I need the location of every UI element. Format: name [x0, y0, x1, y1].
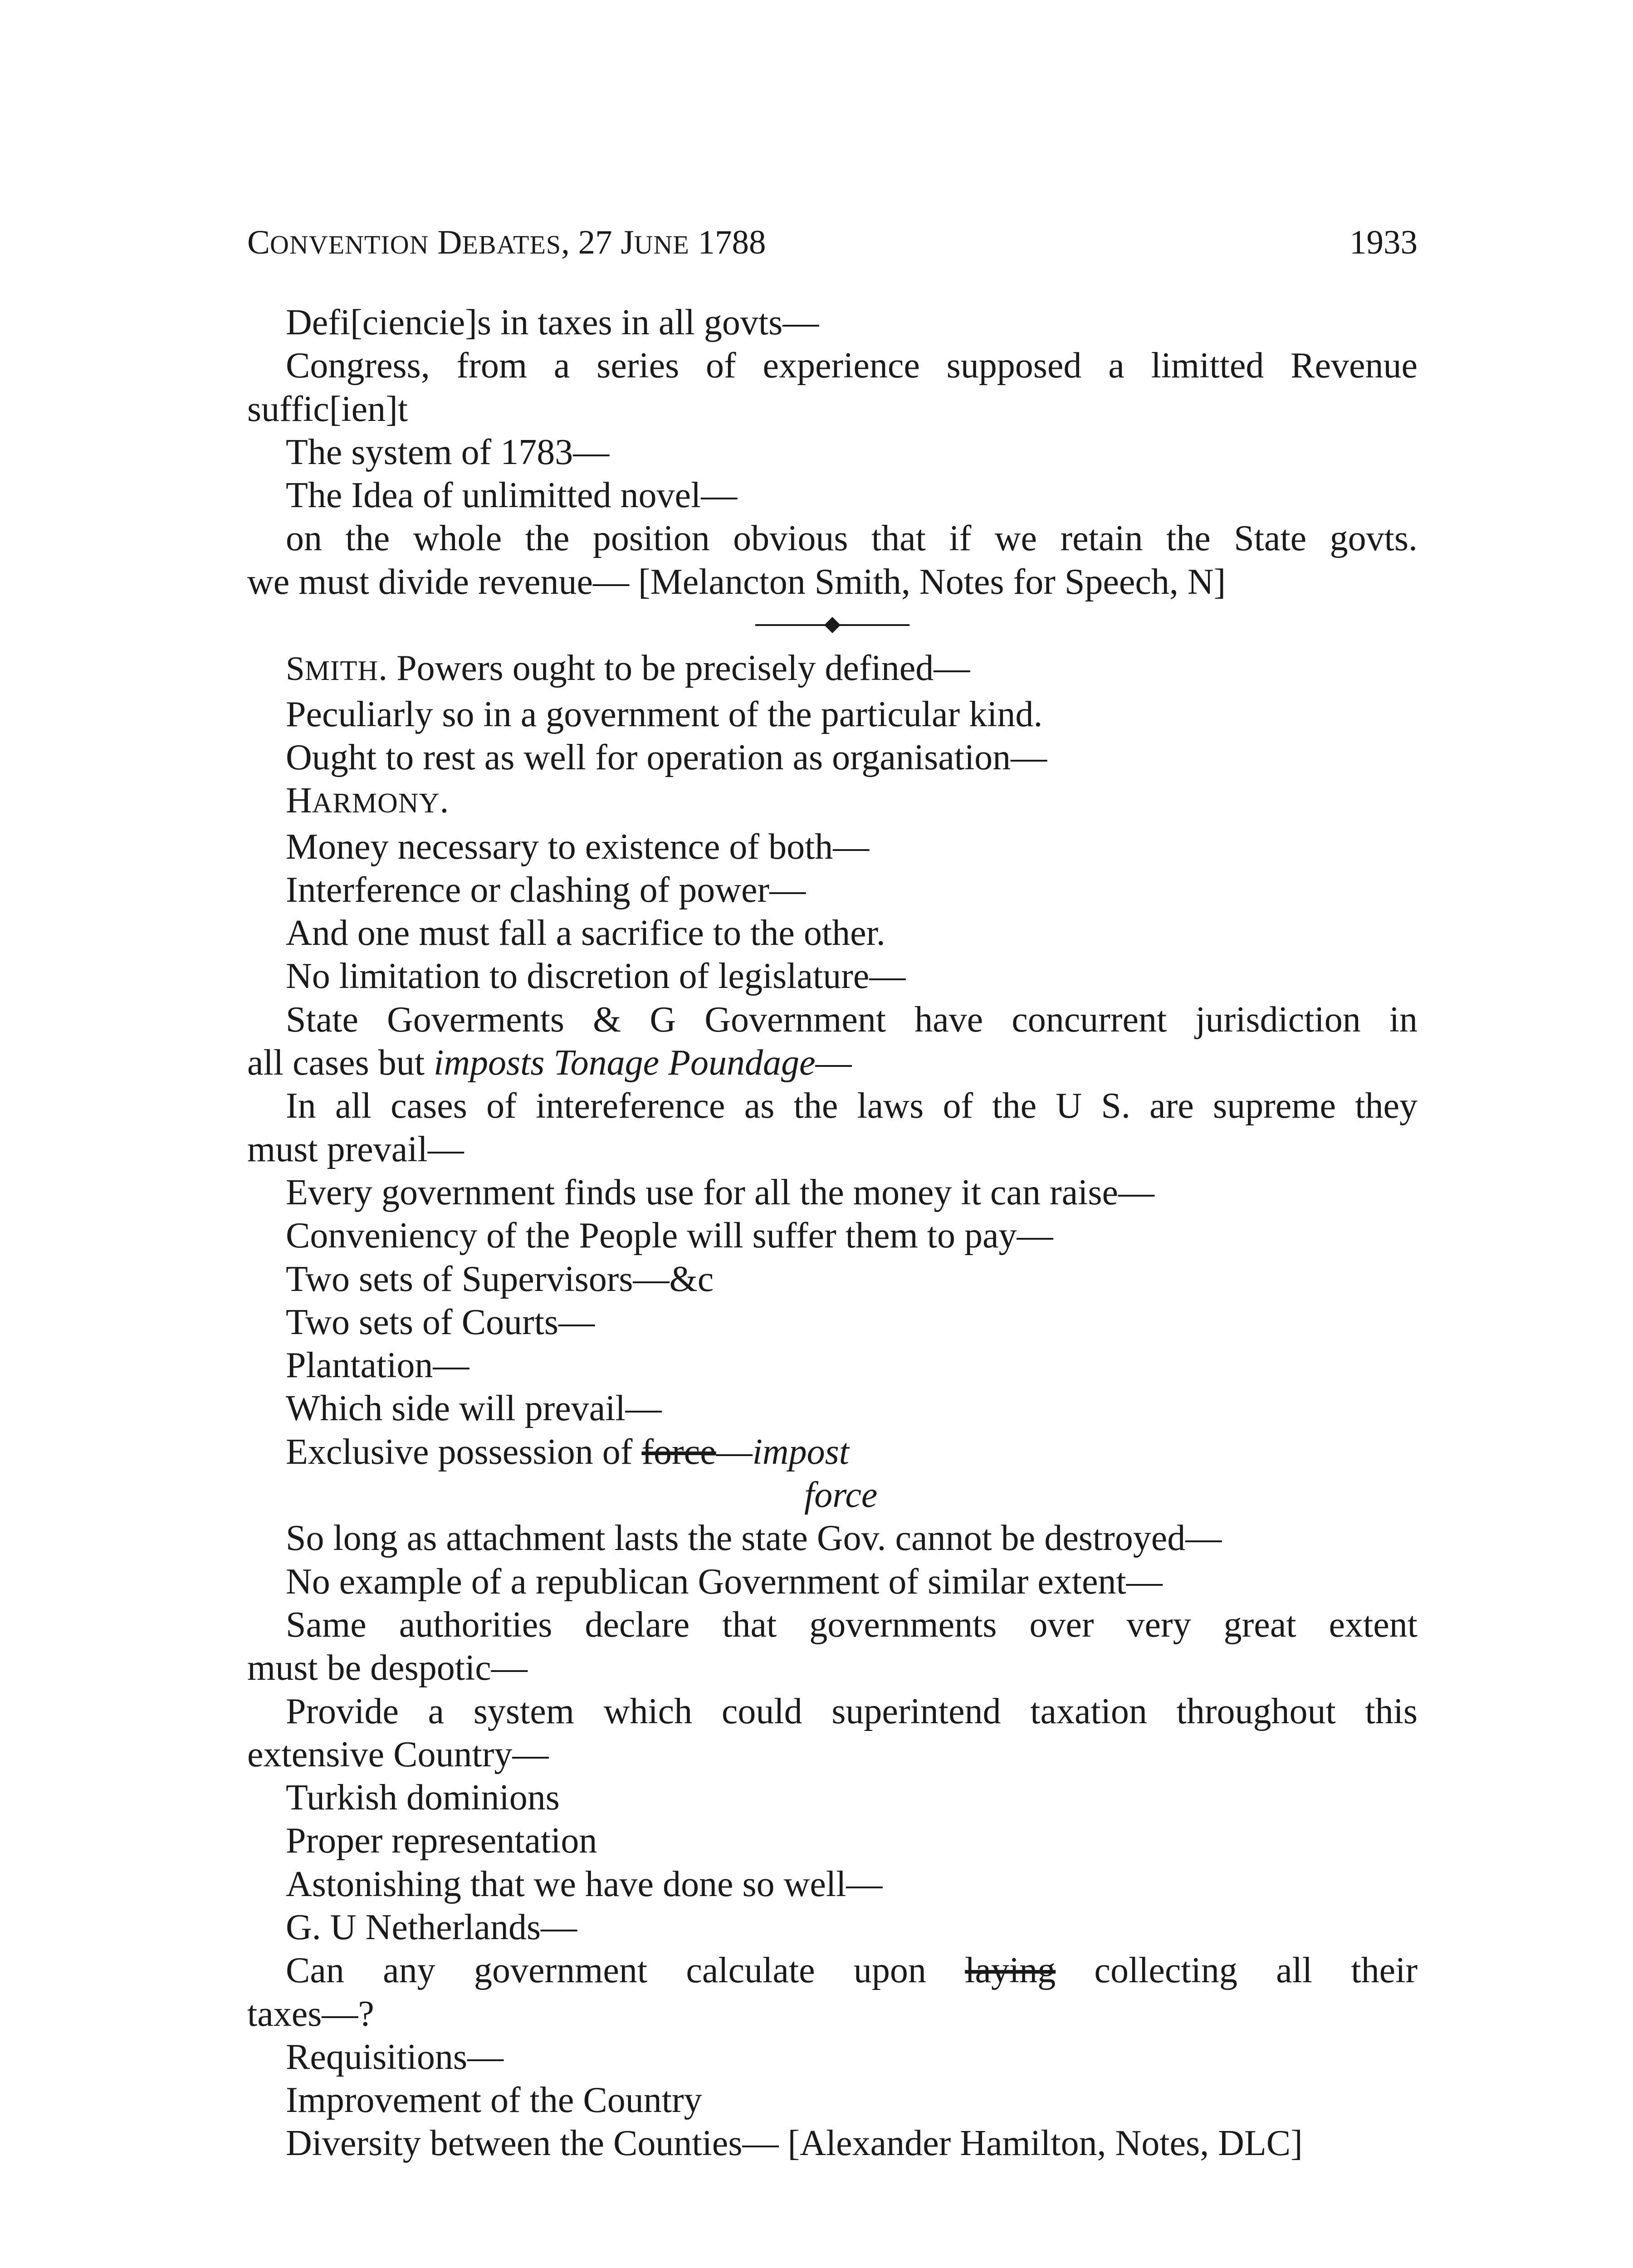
text-line: And one must fall a sacrifice to the other. — [286, 913, 885, 953]
running-head-initial-c: C — [247, 224, 270, 261]
text-line: Ought to rest as well for operation as organisation— — [286, 737, 1047, 777]
text-line: Provide a system which could superintend taxation throughout this — [286, 1691, 1418, 1731]
line-text: all cases but — [247, 1043, 434, 1083]
text-line: Proper representation — [286, 1821, 597, 1861]
text-line: Every government finds use for all the money it can raise— — [286, 1172, 1154, 1212]
running-head-une: UNE — [634, 230, 689, 259]
text-line: taxes—? — [247, 1994, 374, 2034]
text-line: Plantation— — [286, 1345, 469, 1386]
text-line: must prevail— — [247, 1129, 464, 1169]
text-line: Turkish dominions — [286, 1778, 560, 1818]
text-line: Two sets of Supervisors—&c — [286, 1259, 714, 1299]
running-head — [247, 218, 766, 270]
running-head-ebates: EBATES — [462, 230, 562, 259]
text-line: So long as attachment lasts the state Gov. cannot be destroyed— — [286, 1518, 1222, 1559]
text-line: G. U Netherlands— — [286, 1907, 577, 1947]
text-line — [247, 647, 1418, 693]
text-line: extensive Country— — [247, 1734, 549, 1774]
running-head-onvention: ONVENTION — [270, 230, 429, 259]
text-line: Two sets of Courts— — [286, 1302, 595, 1342]
text-line — [247, 779, 1418, 825]
text-line: Peculiarly so in a government of the particular kind. — [286, 694, 1043, 734]
page-number: 1933 — [1349, 224, 1418, 261]
text-line: The system of 1783— — [286, 432, 610, 472]
line-text: Exclusive possession of — [286, 1432, 642, 1472]
speaker-initial: S — [286, 650, 305, 688]
section-divider — [247, 604, 1418, 647]
line-text: — — [815, 1043, 852, 1083]
text-line: suffic[ien]t — [247, 389, 408, 429]
ornament-diamond-rule-icon — [755, 614, 909, 636]
text-line: Conveniency of the People will suffer them to pay— — [286, 1216, 1053, 1256]
text-line: on the whole the position obvious that if we retain the State govts. — [286, 518, 1418, 559]
text-line: Defi[ciencie]s in taxes in all govts— — [286, 303, 819, 342]
line-text: . Powers ought to be precisely defined— — [378, 648, 970, 689]
struck-text: force — [641, 1432, 716, 1472]
text-line: Same authorities declare that governments over very great extent — [286, 1604, 1418, 1645]
running-head-initial-d: D — [437, 224, 462, 261]
italic-text: imposts Tonage Poundage — [433, 1043, 816, 1083]
text-line: Requisitions— — [286, 2037, 504, 2077]
text-line: we must divide revenue— [Melancton Smith, Notes for Speech, N] — [247, 562, 1226, 602]
harmony-rest: ARMONY — [312, 788, 440, 819]
text-line: Which side will prevail— — [286, 1388, 662, 1429]
line-text: — — [716, 1432, 753, 1472]
running-head-year: 1788 — [689, 224, 766, 261]
text-line — [247, 1431, 1418, 1474]
speaker-name-rest: MITH — [304, 655, 379, 687]
interlineation: force — [804, 1475, 878, 1515]
text-line: No example of a republican Government of similar extent— — [286, 1561, 1163, 1602]
running-head-initial-j: J — [621, 224, 634, 261]
line-text: Can any government calculate upon — [286, 1950, 965, 1991]
text-line: Astonishing that we have done so well— — [286, 1864, 883, 1904]
italic-text: impost — [752, 1432, 850, 1472]
text-line: Improvement of the Country — [286, 2080, 702, 2121]
harmony-initial: H — [286, 781, 312, 821]
text-line — [247, 1041, 1418, 1085]
body-text — [247, 301, 1418, 2165]
running-head-date: , 27 — [561, 224, 621, 261]
text-line: Diversity between the Counties— [Alexander Hamilton, Notes, DLC] — [286, 2123, 1303, 2164]
text-line: must be despotic— — [247, 1648, 528, 1688]
line-text: collecting all their — [1056, 1950, 1418, 1991]
text-line: The Idea of unlimitted novel— — [286, 475, 738, 516]
text-line: Interference or clashing of power— — [286, 870, 806, 910]
text-line: In all cases of intereference as the laws of the U S. are supreme they — [286, 1086, 1418, 1126]
text-line: No limitation to discretion of legislature— — [286, 956, 906, 997]
text-line — [247, 1949, 1418, 1992]
page-header — [247, 218, 1418, 268]
struck-text: laying — [965, 1950, 1056, 1991]
text-line: Money necessary to existence of both— — [286, 826, 870, 867]
harmony-period: . — [440, 781, 449, 821]
text-line: State Goverments & G Government have concurrent jurisdiction in — [286, 999, 1418, 1040]
text-line: Congress, from a series of experience supposed a limitted Revenue — [286, 346, 1418, 386]
